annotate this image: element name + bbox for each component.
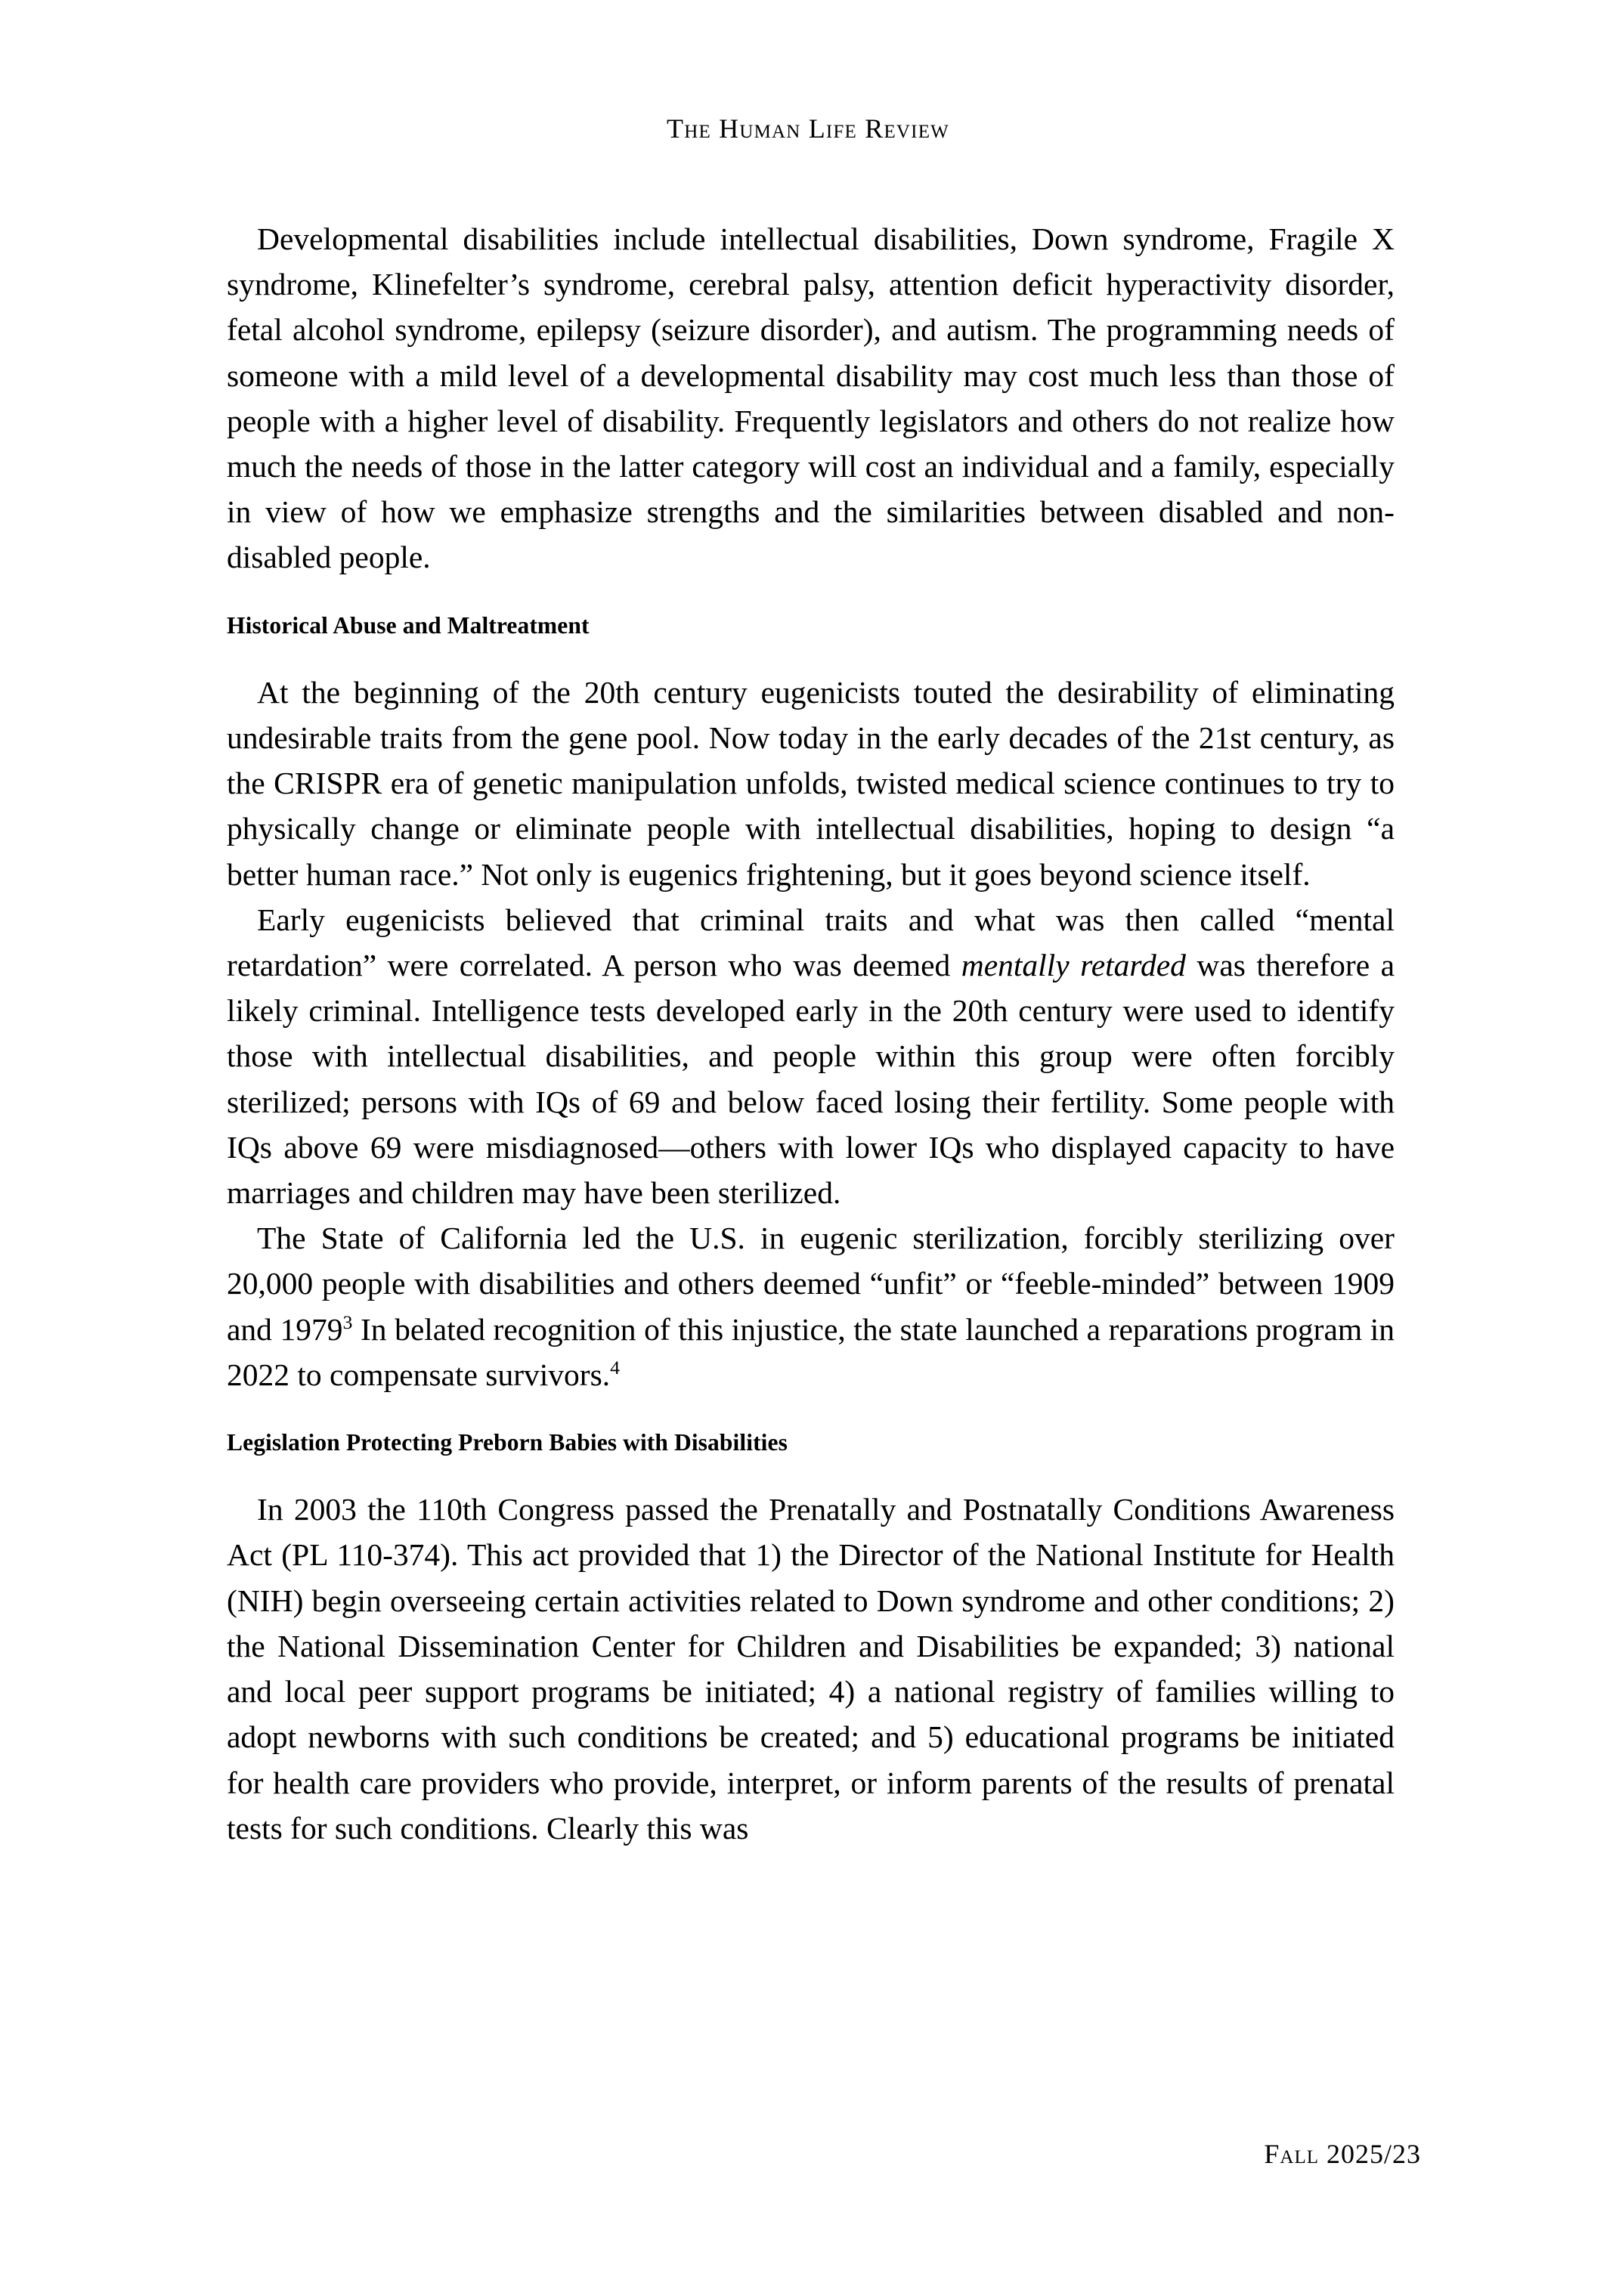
italic-term-mentally-retarded: mentally retarded — [961, 948, 1186, 983]
paragraph-california-text-2: In belated recognition of this injustice, the state launched a reparations program in 2022 to compensate survivors. — [227, 1311, 1395, 1392]
spacer — [227, 648, 1395, 670]
paragraph-developmental-disabilities: Developmental disabilities include intellectual disabilities, Down syndrome, Fragile X syndrome, Klinefelter’s syndrome, cerebral palsy, attention deficit hyperactivity disorder, fetal alcohol syndrome, epilepsy (seizure disorder), and autism. The programming needs of someone with a mild level of a developmental disability may cost much less than those of people with a higher level of disability. Frequently legislators and others do not realize how much the needs of those in the latter category will cost an individual and a family, especially in view of how we emphasize strengths and the similarities between disabled and non-disabled people. — [227, 221, 1395, 575]
paragraph-early-eugenicists — [227, 897, 1395, 1215]
paragraph-california-sterilization — [227, 1215, 1395, 1397]
running-head: The Human Life Review — [667, 113, 949, 144]
spacer — [227, 1397, 1395, 1420]
paragraph-early-eugenicists-text-1: Early eugenicists believed that criminal traits and what was then called “mental retardation” were correlated. A person who was deemed — [227, 902, 1395, 983]
spacer — [227, 1465, 1395, 1487]
paragraph-early-eugenicists-text-2: was therefore a likely criminal. Intelligence tests developed early in the 20th century were used to identify those with intellectual disabilities, and people within this group were often forcibly sterilized; persons with IQs of 69 and below faced losing their fertility. Some people with IQs above 69 were misdiagnosed—others with lower IQs who displayed capacity to have marriages and children may have been sterilized. — [227, 948, 1395, 1211]
section-heading-legislation-preborn: Legislation Protecting Preborn Babies with Disabilities — [227, 1429, 788, 1456]
section-heading-historical-abuse: Historical Abuse and Maltreatment — [227, 611, 590, 639]
footnote-marker-4[interactable]: 4 — [610, 1357, 620, 1379]
page-folio: Fall 2025/23 — [1264, 2139, 1421, 2169]
footnote-marker-3[interactable]: 3 — [342, 1310, 353, 1333]
paragraph-eugenics-20th-century: At the beginning of the 20th century eugenicists touted the desirability of eliminating undesirable traits from the gene pool. Now today in the early decades of the 21st century, as the CRISPR era of genetic manipulation unfolds, twisted medical science continues to try to physically change or eliminate people with intellectual disabilities, hoping to design “a better human race.” Not only is eugenics frightening, but it goes beyond science itself. — [227, 674, 1395, 892]
paragraph-congress-2003: In 2003 the 110th Congress passed the Prenatally and Postnatally Conditions Awareness Act (PL 110-374). This act provided that 1) the Director of the National Institute for Health (NIH) begin overseeing certain activities related to Down syndrome and other conditions; 2) the National Dissemination Center for Children and Disabilities be expanded; 3) national and local peer support programs be initiated; 4) a national registry of families willing to adopt newborns with such conditions be created; and 5) educational programs be initiated for health care providers who provide, interpret, or inform parents of the results of prenatal tests for such conditions. Clearly this was — [227, 1492, 1395, 1846]
paragraph-california-text-1: The State of California led the U.S. in eugenic sterilization, forcibly sterilizing over 20,000 people with disabilities and others deemed “unfit” or “feeble-minded” between 1909 and 1979 — [227, 1221, 1395, 1347]
spacer — [227, 580, 1395, 603]
text-column — [227, 216, 1395, 1851]
